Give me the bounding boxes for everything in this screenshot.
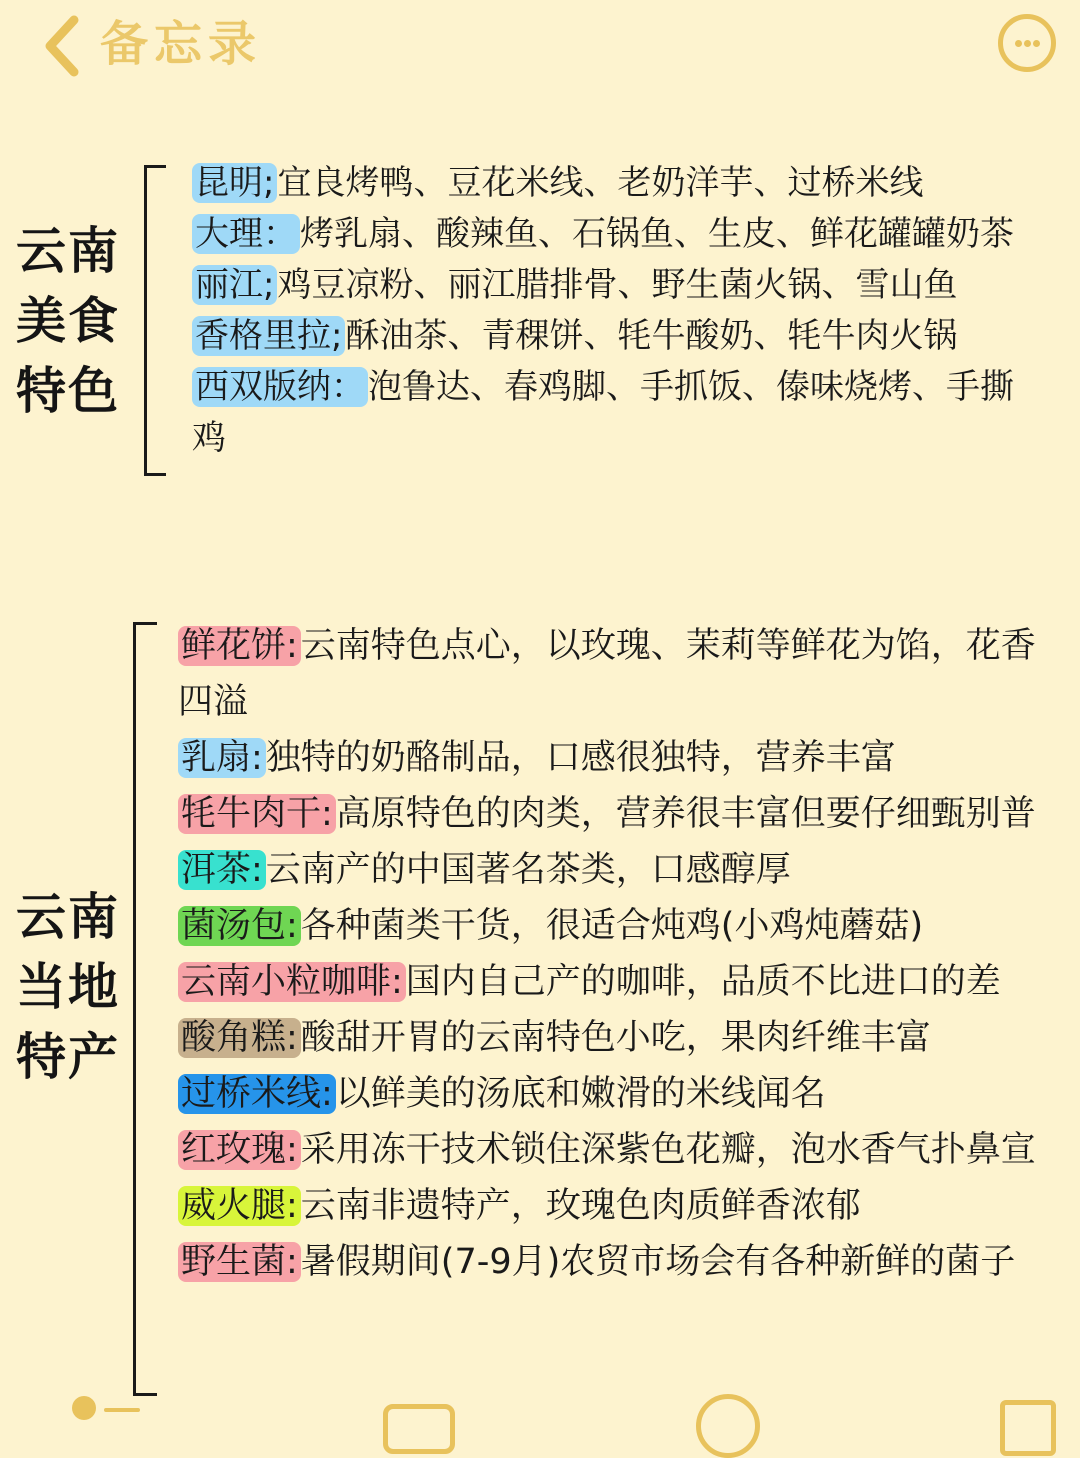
item-label-lijiang: 丽江; bbox=[192, 265, 277, 305]
list-item bbox=[192, 311, 1047, 362]
top-bar bbox=[0, 0, 1080, 100]
app-title: 备忘录 bbox=[100, 16, 263, 72]
item-text: 国内自己产的咖啡，品质不比进口的差 bbox=[405, 962, 1001, 1002]
section-title-food bbox=[16, 216, 120, 426]
list-item bbox=[178, 1066, 1058, 1122]
item-label-kunming: 昆明; bbox=[192, 163, 277, 203]
list-item bbox=[178, 1122, 1058, 1178]
list-item bbox=[178, 842, 1058, 898]
list-item bbox=[178, 1234, 1058, 1290]
item-label-shangrila: 香格里拉; bbox=[192, 316, 345, 356]
section-title-local bbox=[16, 882, 120, 1092]
checklist-line-icon bbox=[104, 1408, 140, 1412]
item-label: 菌汤包: bbox=[178, 906, 301, 946]
item-text: 酸甜开胃的云南特色小吃，果肉纤维丰富 bbox=[300, 1018, 931, 1058]
item-text: 采用冻干技术锁住深紫色花瓣，泡水香气扑鼻宣 bbox=[300, 1130, 1036, 1170]
local-specialty-list bbox=[178, 618, 1058, 1290]
bracket-food bbox=[144, 165, 166, 476]
list-item bbox=[178, 618, 1058, 730]
list-item bbox=[178, 1010, 1058, 1066]
item-text: 鸡豆凉粉、丽江腊排骨、野生菌火锅、雪山鱼 bbox=[277, 265, 958, 305]
list-item bbox=[192, 362, 1047, 464]
item-text: 云南非遗特产，玫瑰色肉质鲜香浓郁 bbox=[300, 1186, 861, 1226]
item-label: 洱茶: bbox=[178, 850, 266, 890]
list-item bbox=[192, 209, 1047, 260]
item-label: 威火腿: bbox=[178, 1186, 301, 1226]
food-list bbox=[192, 158, 1047, 464]
markup-pen-icon[interactable] bbox=[696, 1394, 760, 1458]
item-text: 云南特色点心，以玫瑰、茉莉等鲜花为馅，花香四溢 bbox=[178, 626, 1036, 722]
more-dots-icon bbox=[1033, 40, 1040, 47]
section-title-line: 美食 bbox=[16, 292, 120, 350]
item-label: 酸角糕: bbox=[178, 1018, 301, 1058]
section-title-line: 云南 bbox=[16, 222, 120, 280]
item-text: 烤乳扇、酸辣鱼、石锅鱼、生皮、鲜花罐罐奶茶 bbox=[300, 214, 1014, 254]
item-label: 牦牛肉干: bbox=[178, 794, 336, 834]
list-item bbox=[178, 954, 1058, 1010]
item-text: 泡鲁达、春鸡脚、手抓饭、傣味烧烤、手撕鸡 bbox=[192, 367, 1014, 458]
section-title-line: 特色 bbox=[16, 362, 120, 420]
section-title-line: 特产 bbox=[16, 1028, 120, 1086]
item-label: 红玫瑰: bbox=[178, 1130, 301, 1170]
more-dots-icon bbox=[1024, 40, 1031, 47]
section-title-line: 云南 bbox=[16, 888, 120, 946]
more-dots-icon bbox=[1015, 40, 1022, 47]
checklist-icon[interactable] bbox=[72, 1396, 96, 1420]
bottom-toolbar bbox=[0, 1380, 1080, 1440]
compose-icon[interactable] bbox=[1000, 1400, 1056, 1456]
item-label: 过桥米线: bbox=[178, 1074, 336, 1114]
chevron-left-icon[interactable] bbox=[38, 14, 88, 78]
item-label: 乳扇: bbox=[178, 738, 266, 778]
item-text: 高原特色的肉类，营养很丰富但要仔细甄别普 bbox=[335, 794, 1036, 834]
list-item bbox=[178, 898, 1058, 954]
item-text: 暑假期间(7-9月)农贸市场会有各种新鲜的菌子 bbox=[300, 1242, 1016, 1282]
list-item bbox=[178, 786, 1058, 842]
list-item bbox=[192, 158, 1047, 209]
item-text: 各种菌类干货，很适合炖鸡(小鸡炖蘑菇) bbox=[300, 906, 924, 946]
more-options-button[interactable] bbox=[998, 14, 1056, 72]
list-item bbox=[178, 730, 1058, 786]
camera-icon[interactable] bbox=[383, 1404, 455, 1454]
item-text: 酥油茶、青稞饼、牦牛酸奶、牦牛肉火锅 bbox=[345, 316, 958, 356]
list-item bbox=[178, 1178, 1058, 1234]
item-label-dali: 大理： bbox=[192, 214, 300, 254]
item-text: 云南产的中国著名茶类，口感醇厚 bbox=[265, 850, 791, 890]
section-title-line: 当地 bbox=[16, 958, 120, 1016]
item-text: 宜良烤鸭、豆花米线、老奶洋芋、过桥米线 bbox=[277, 163, 924, 203]
item-label: 鲜花饼: bbox=[178, 626, 301, 666]
item-label: 野生菌: bbox=[178, 1242, 301, 1282]
item-label: 云南小粒咖啡: bbox=[178, 962, 406, 1002]
bracket-local bbox=[133, 622, 157, 1396]
list-item bbox=[192, 260, 1047, 311]
item-text: 以鲜美的汤底和嫩滑的米线闻名 bbox=[335, 1074, 826, 1114]
item-label-xishuangbanna: 西双版纳： bbox=[192, 367, 368, 407]
item-text: 独特的奶酪制品，口感很独特，营养丰富 bbox=[265, 738, 896, 778]
